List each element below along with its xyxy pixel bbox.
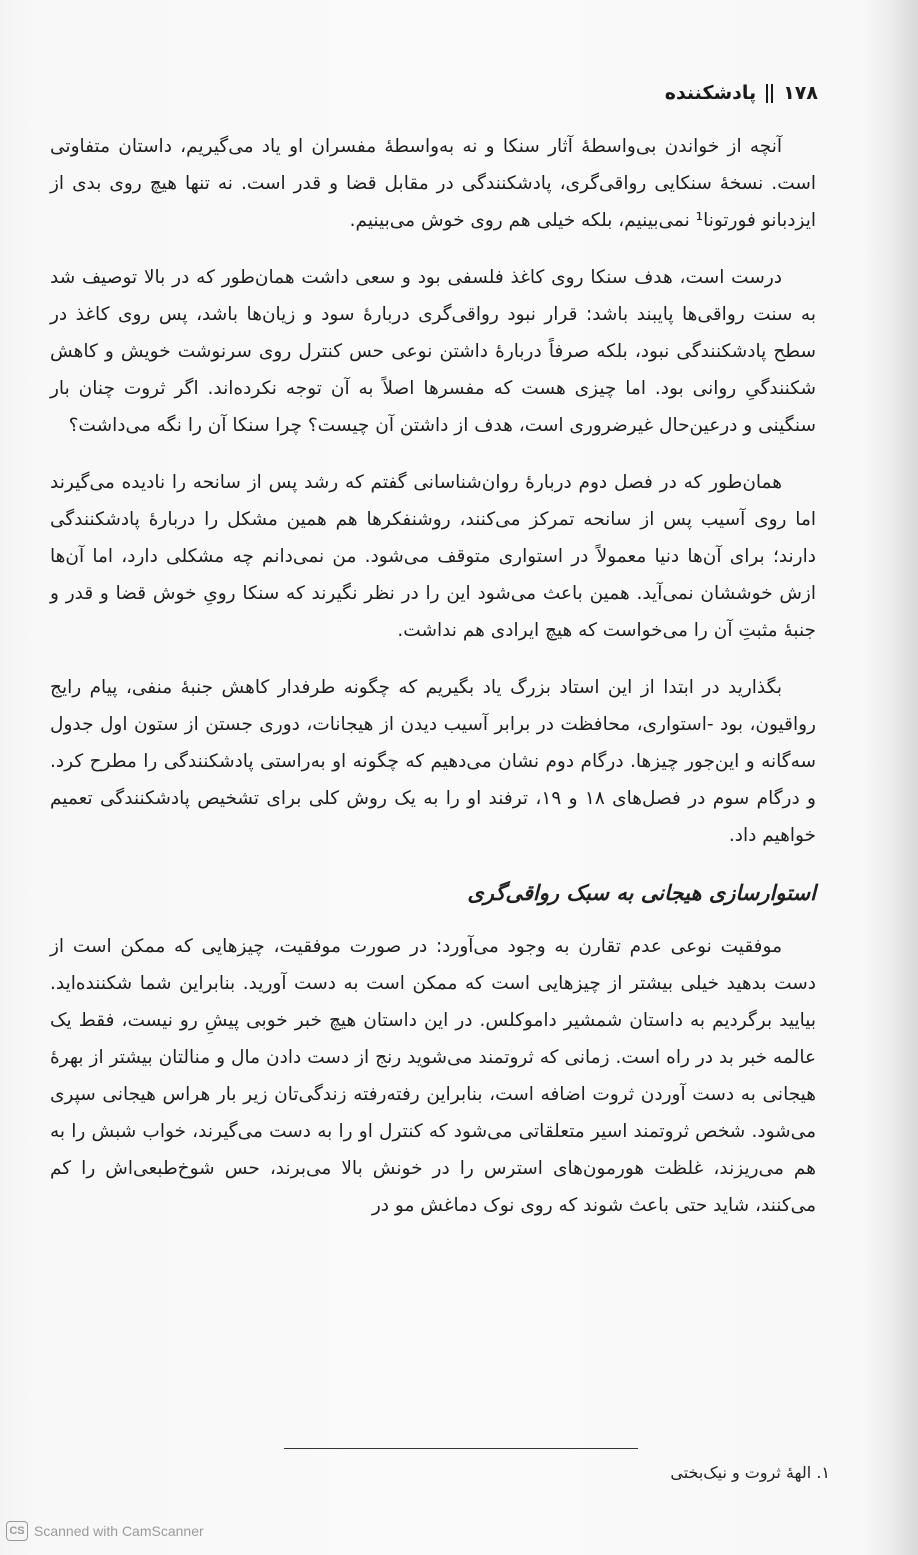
watermark-text: Scanned with CamScanner [34,1523,204,1539]
page-header [665,82,818,104]
paragraph: بگذارید در ابتدا از این استاد بزرگ یاد بگیریم که چگونه طرفدار کاهش جنبهٔ منفی، پیام رایج رواقیون، بود -استواری، محافظت در برابر آسیب دیدن از هیجانات، دوری جستن از ستون اول جدول سه‌گانه و این‌جور چیزها. درگام دوم نشان می‌دهیم که چگونه او به‌راستی پادشکنندگی را مطرح کرد. و درگام سوم در فصل‌های ۱۸ و ۱۹، ترفند او را به یک روش کلی برای تشخیص پادشکنندگی تعمیم خواهیم داد. [50,677,816,846]
page-number: ۱۷۸ [783,82,818,104]
section-heading: استوارسازی هیجانی به سبک رواقی‌گری [467,881,816,905]
paragraph-gap [50,239,816,259]
camscanner-logo-icon: CS [6,1521,28,1541]
scanner-watermark [6,1521,204,1541]
paragraph: آنچه از خواندن بی‌واسطهٔ آثار سنکا و نه به‌واسطهٔ مفسران او یاد می‌گیریم، داستان متفاوتی است. نسخهٔ سنکایی رواقی‌گری، پادشکنندگی در مقابل قضا و قدر است. نه تنها هیچ روی بدی از ایزدبانو فورتونا¹ نمی‌بینیم، بلکه خیلی هم روی خوش می‌بینیم. [50,136,816,231]
footnote: ۱. الههٔ ثروت و نیک‌بختی [670,1463,830,1482]
body-text [50,128,816,1224]
footnote-divider [284,1448,638,1449]
running-title: پادشکننده [664,82,757,104]
header-separator [766,84,773,103]
paragraph-gap [50,444,816,464]
paragraph: همان‌طور که در فصل دوم دربارهٔ روان‌شناسانی گفتم که رشد پس از سانحه را نادیده می‌گیرند اما روی آسیب پس از سانحه تمرکز می‌کنند، روشنفکرها هم همین مشکل را دربارهٔ پادشکنندگی دارند؛ برای آن‌ها دنیا معمولاً در استواری متوقف می‌شود. من نمی‌دانم چه مشکلی دارد، اما آن‌ها ازش خوششان نمی‌آید. همین باعث می‌شود این را در نظر نگیرند که سنکا رویِ خوش قضا و قدر و جنبهٔ مثبتِ آن را می‌خواست که هیچ ایرادی هم نداشت. [50,472,816,641]
paragraph: موفقیت نوعی عدم تقارن به وجود می‌آورد: در صورت موفقیت، چیزهایی که ممکن است از دست بدهید خیلی بیشتر از چیزهایی است که ممکن است به دست آورید. بنابراین شما شکننده‌اید. بیایید برگردیم به داستان شمشیر داموکلس. در این داستان هیچ خبر خوبی پیشِ رو نیست، فقط یک عالمه خبر بد در راه است. زمانی که ثروتمند می‌شوید رنج از دست دادن مال و منالتان بیشتر از بهرهٔ هیجانی به دست آوردن ثروت اضافه است، بنابراین رفته‌رفته زندگی‌تان زیر بار هراس هیجانی سپری می‌شود. شخص ثروتمند اسیر متعلقاتی می‌شود که کنترل او را به دست می‌گیرند، خواب شبش را به هم می‌ریزند، غلظت هورمون‌های استرس را در خونش بالا می‌برند، حس شوخ‌طبعی‌اش را کم می‌کنند، شاید حتی باعث شوند که روی نوک دماغش مو در [50,936,816,1216]
paragraph-gap [50,649,816,669]
paragraph: درست است، هدف سنکا روی کاغذ فلسفی بود و سعی داشت همان‌طور که در بالا توصیف شد به سنت رواقی‌ها پایبند باشد: قرار نبود رواقی‌گری دربارهٔ سود و زیان‌ها باشد، پس روی کاغذ در سطح پادشکنندگی نبود، بلکه صرفاً دربارهٔ داشتن نوعی حس کنترل روی سرنوشت خویش و کاهش شکنندگیِ روانی بود. اما چیزی هست که مفسرها اصلاً به آن توجه نکرده‌اند. اگر ثروت چنان بار سنگینی و درعین‌حال غیرضروری است، هدف از داشتن آن چیست؟ چرا سنکا آن را نگه می‌داشت؟ [50,267,816,436]
